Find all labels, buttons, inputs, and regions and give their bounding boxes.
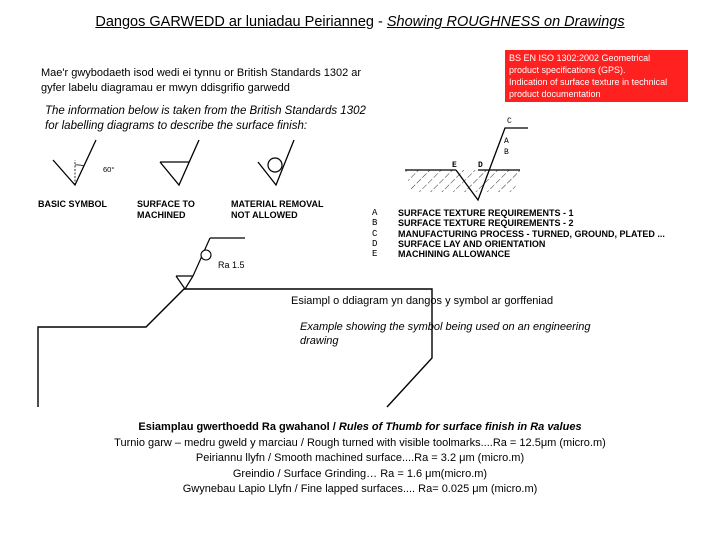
rules-heading-welsh: Esiamplau gwerthoedd Ra gwahanol [138, 421, 330, 433]
legend-key: E [372, 249, 378, 260]
basic-symbol-label: BASIC SYMBOL [38, 199, 108, 209]
legend-text: SURFACE LAY AND ORIENTATION [398, 238, 546, 249]
position-label-b: B [504, 148, 509, 157]
legend-row [372, 208, 665, 218]
standard-line: Indication of surface texture in technical [509, 77, 668, 87]
rules-section [0, 420, 720, 498]
machined-symbol-icon [160, 140, 199, 185]
rules-heading [0, 420, 720, 436]
rule-item: Turnio garw – medru gweld y marciau / Rough turned with visible toolmarks....Ra = 12.5μm (micro.m) [114, 436, 606, 449]
position-label-e: E [452, 161, 457, 170]
legend-row [372, 229, 665, 239]
legend-row [372, 239, 665, 249]
standard-line: BS EN ISO 1302:2002 Geometrical [509, 53, 651, 63]
rule-item: Greindio / Surface Grinding… Ra = 1.6 μm(micro.m) [232, 467, 488, 480]
legend [372, 208, 665, 259]
machined-label-line1: SURFACE TO [137, 199, 195, 209]
machined-label-line2: MACHINED [137, 210, 186, 220]
example-subtitle-line: drawing [300, 334, 339, 347]
legend-text: SURFACE TEXTURE REQUIREMENTS - 1 [398, 208, 574, 218]
legend-text: SURFACE TEXTURE REQUIREMENTS - 2 [398, 218, 574, 229]
legend-text: MANUFACTURING PROCESS - TURNED, GROUND, PLATED ... [398, 228, 665, 239]
rules-heading-english: Rules of Thumb for surface finish in Ra values [338, 421, 582, 433]
rule-item: Peiriannu llyfn / Smooth machined surface....Ra = 3.2 μm (micro.m) [195, 452, 525, 464]
symbol-position-diagram [405, 128, 528, 200]
legend-key: C [372, 228, 378, 239]
intro-line: Mae'r gwybodaeth isod wedi ei tynnu or British Standards 1302 ar [41, 67, 362, 79]
no-removal-label-line1: MATERIAL REMOVAL [231, 199, 324, 209]
legend-key: A [372, 208, 378, 218]
example-subtitle [300, 321, 630, 348]
legend-text: MACHINING ALLOWANCE [398, 249, 511, 260]
info-line: The information below is taken from the British Standards 1302 [45, 105, 366, 117]
title-english: Showing ROUGHNESS on Drawings [386, 14, 625, 30]
no-removal-symbol-icon [258, 140, 294, 185]
standard-line: product documentation [509, 89, 601, 99]
standard-line: product specifications (GPS). [509, 65, 626, 75]
info-line: for labelling diagrams to describe the surface finish: [45, 119, 308, 132]
rule-item: Gwynebau Lapio Llyfn / Fine lapped surfaces.... Ra= 0.025 μm (micro.m) [182, 483, 538, 495]
title-welsh: Dangos GARWEDD ar luniadau Peirianneg [95, 14, 374, 30]
position-label-d: D [478, 161, 483, 170]
legend-row [372, 249, 665, 259]
legend-row [372, 218, 665, 228]
ra-callout: Ra 1.5 [218, 260, 245, 270]
legend-key: D [372, 238, 378, 249]
no-removal-label-line2: NOT ALLOWED [231, 210, 298, 220]
position-label-a: A [504, 137, 509, 146]
rules-heading-sep: / [329, 421, 339, 433]
example-subtitle-line: Example showing the symbol being used on an engineering [300, 321, 591, 333]
angle-label: 60° [103, 165, 115, 174]
legend-key: B [372, 218, 378, 229]
intro-line: gyfer labelu diagramau er mwyn ddisgrifio garwedd [41, 82, 290, 94]
position-label-c: C [507, 117, 512, 126]
example-title: Esiampl o ddiagram yn dangos y symbol ar gorffeniad [291, 295, 554, 307]
basic-symbol-icon [53, 140, 96, 185]
title-separator: - [373, 14, 387, 30]
